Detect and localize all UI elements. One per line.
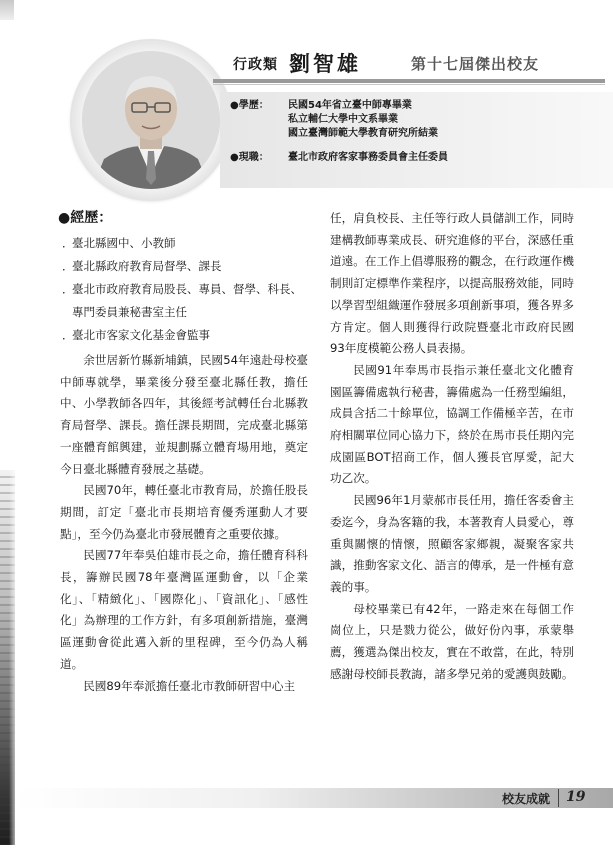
education-item: 私立輔仁大學中文系畢業 [288,114,398,125]
body-column-left [60,350,308,697]
paragraph: 民國91年奉馬市長指示兼任臺北文化體育園區籌備處執行秘書，籌備處為一任務型編組，成員含括二十餘單位，協調工作備極辛苦，在市府相關單位同心協力下，終於在馬市長任期內完成園區BOT招商工作，個人獲長官厚愛，記大功乙次。 [330,362,574,486]
header-rule [213,79,605,83]
paragraph: 民國70年，轉任臺北市教育局，於擔任股長期間，訂定「臺北市長期培育優秀運動人才要點」，至今仍為臺北市發展體育之重要依據。 [60,483,308,541]
education-row [230,99,438,139]
paragraph: 民國96年1月蒙郝市長任用，擔任客委會主委迄今，身為客籍的我，本著教育人員愛心，尊重與關懷的情懷，照顧客家鄉親，凝聚客家共識，推動客家文化、語言的傳承，是一件極有意義的事。 [330,493,574,594]
paragraph: 任，肩負校長、主任等行政人員儲訓工作，同時建構教師專業成長、研究進修的平台，深感任重道遠。在工作上倡導服務的觀念，在行政運作機制則訂定標準作業程序，以提高服務效能，同時以學習型組織運作發展多項創新事項，獲各界多方肯定。個人則獲得行政院暨臺北市政府民國93年度模範公務人員表揚。 [330,211,574,356]
education-item: 國立臺灣師範大學教育研究所結業 [288,128,438,139]
footer-divider [558,789,559,807]
experience-heading: ●經歷： [58,210,113,226]
honoree-name: 劉智雄 [289,52,361,76]
list-item: ． 臺北縣國中、小教師 [62,232,312,255]
footer-section-label: 校友成就 [502,792,551,806]
list-item: ． 臺北市政府教育局股長、專員、督學、科長、專門委員兼秘書室主任 [62,278,312,324]
paragraph: 民國77年奉吳伯雄市長之命，擔任體育科科長，籌辦民國78年臺灣區運動會，以「企業化」、「精緻化」、「國際化」、「資訊化」、「感性化」為辦理的工作方針，有多項創新措施，臺灣區運動會從此邁入新的里程碑，至今仍為人稱道。 [60,548,308,671]
award-category: 行政類 [233,57,278,73]
position-row [230,151,448,165]
bullet-icon: ． [62,259,74,273]
position-value: 臺北市政府客家事務委員會主任委員 [288,152,448,163]
experience-list [62,232,312,347]
paragraph: 母校畢業已有42年，一路走來在每個工作崗位上，只是戮力從公，做好份內事，承蒙舉薦，獲選為傑出校友，實在不敢當，在此，特別感謝母校師長教誨，諸多學兄弟的愛護與鼓勵。 [330,601,574,681]
page-number: 19 [566,789,586,805]
position-label: ●現職： [230,152,269,163]
award-session-title: 第十七屆傑出校友 [411,55,540,73]
list-item: ． 臺北縣政府教育局督學、課長 [62,255,312,278]
bullet-icon: ． [62,328,74,342]
paragraph: 余世居新竹縣新埔鎮，民國54年遠赴母校臺中師專就學，畢業後分發至臺北縣任教，擔任中、小學教師各四年，其後經考試轉任台北縣教育局督學、課長。擔任課長期間，完成臺北縣第一座體育館興建，並規劃縣立體育場用地，奠定今日臺北縣體育發展之基礎。 [60,353,308,476]
header-rule-thin [213,84,605,85]
portrait-photo [82,51,220,189]
education-item: 民國54年省立臺中師專畢業 [288,100,412,111]
bullet-icon: ． [62,236,74,250]
list-item: ． 臺北市客家文化基金會監事 [62,324,312,347]
bullet-icon: ． [62,282,74,296]
corner-decoration [0,0,14,20]
tree-silhouette-strip [0,470,15,845]
education-label: ●學歷： [230,100,269,111]
paragraph: 民國89年奉派擔任臺北市教師研習中心主 [83,678,296,693]
body-column-right [330,208,574,685]
